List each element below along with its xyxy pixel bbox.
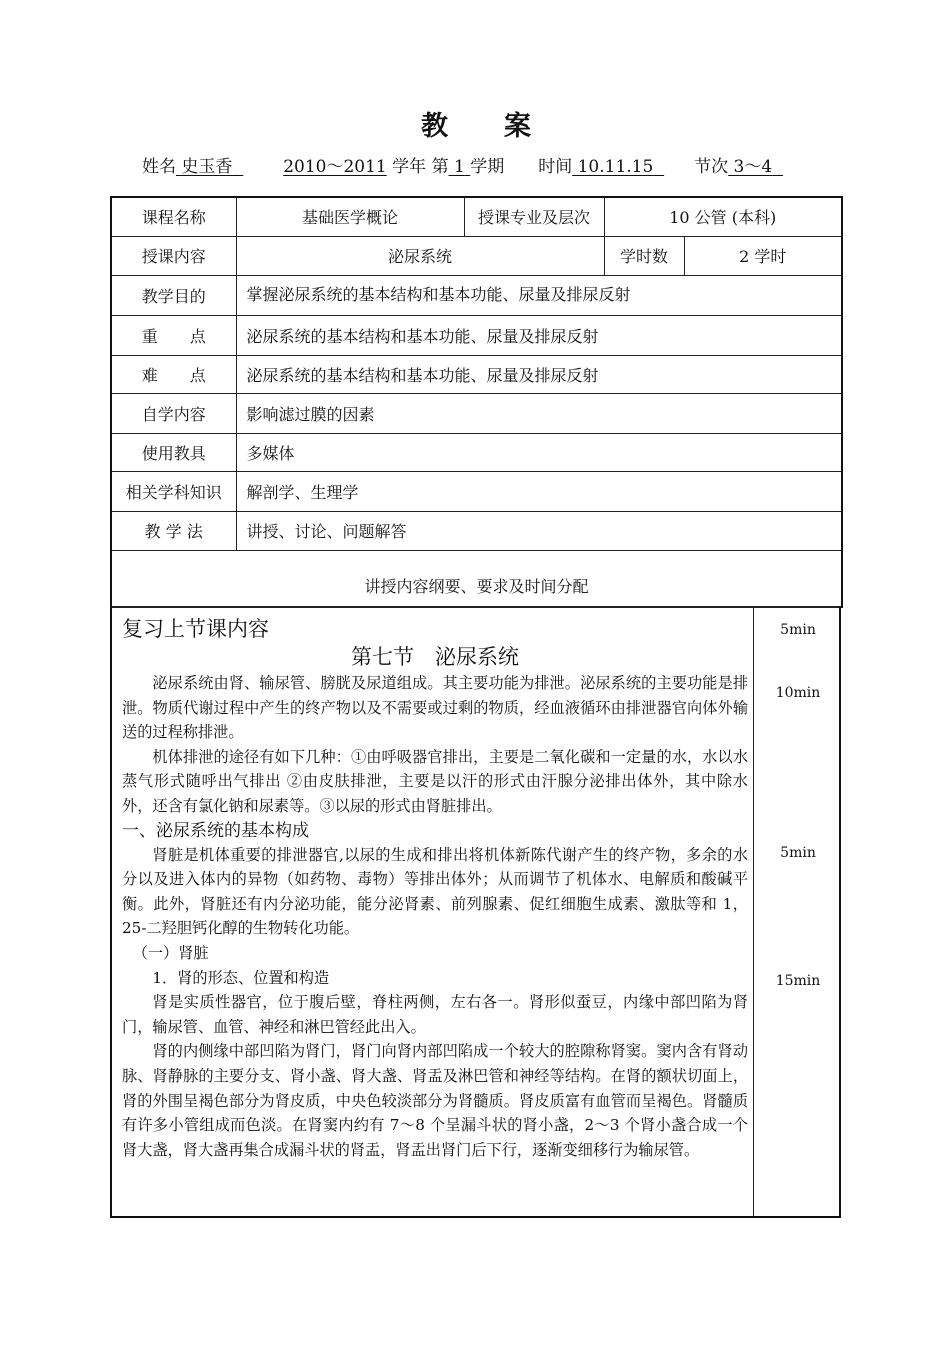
row-key (111, 315, 842, 355)
difficulty-value: 泌尿系统的基本结构和基本功能、尿量及排尿反射 (236, 355, 842, 393)
content-value: 泌尿系统 (236, 236, 604, 275)
header-meta (142, 152, 783, 177)
name-label: 姓名 (142, 157, 176, 177)
course-name-value: 基础医学概论 (236, 197, 464, 236)
session-label: 节次 (694, 157, 729, 177)
paragraph-4: 肾是实质性器官，位于腹后壁，脊柱两侧，左右各一。肾形似蚕豆，内缘中部凹陷为肾门，输尿管、血管、神经和淋巴管经此出入。 (122, 993, 748, 1036)
time-allocation: 10min (775, 685, 821, 701)
method-label: 教 学 法 (111, 511, 236, 550)
time-allocation: 5min (780, 622, 816, 638)
year-label: 学年 (392, 157, 427, 177)
paragraph-5: 肾的内侧缘中部凹陷为肾门，肾门向肾内部凹陷成一个较大的腔隙称肾窦。窦内含有肾动脉、肾静脉的主要分支、肾小盏、肾大盏、肾盂及淋巴管和神经等结构。在肾的额状切面上，肾的外围呈褐色部分为肾皮质，中央色较淡部分为肾髓质。肾皮质富有血管而呈褐色。肾髓质有许多小管组成而色淡。在肾窦内约有 7～8 个呈漏斗状的肾小盏，2～3 个肾小盏合成一个肾大盏，肾大盏再集合成漏斗状的肾盂，肾盂出肾门后下行，逐渐变细移行为输尿管。 (122, 1042, 748, 1159)
outline-heading: 讲授内容纲要、要求及时间分配 (111, 550, 842, 607)
method-value: 讲授、讨论、问题解答 (236, 511, 842, 550)
row-content (111, 236, 842, 275)
subheading-kidney-shape: 1．肾的形态、位置和构造 (152, 968, 330, 987)
row-difficulty (111, 355, 842, 393)
course-name-label: 课程名称 (111, 197, 236, 236)
subheading-kidney: （一）肾脏 (132, 943, 209, 962)
name-value: 史玉香 (181, 157, 233, 177)
hours-label: 学时数 (604, 236, 684, 275)
row-outline (111, 550, 842, 607)
time-allocation: 5min (780, 845, 816, 861)
lecture-content (110, 606, 841, 1218)
year-value: 2010～2011 (283, 157, 387, 177)
major-label: 授课专业及层次 (464, 197, 604, 236)
paragraph-3: 肾脏是机体重要的排泄器官,以尿的生成和排出将机体新陈代谢产生的终产物，多余的水分以及进入体内的异物（如药物、毒物）等排出体外；从而调节了机体水、电解质和酸碱平衡。此外，肾脏还有内分泌功能，能分泌肾素、前列腺素、促红细胞生成素、激肽等和 1，25-二羟胆钙化醇的生物转化功能。 (122, 845, 748, 938)
related-value: 解剖学、生理学 (236, 471, 842, 511)
term-value: 1 (453, 157, 465, 177)
term-suffix: 学期 (470, 157, 505, 177)
term-prefix: 第 (431, 157, 449, 177)
title-char-1: 教 (421, 111, 448, 142)
purpose-label: 教学目的 (111, 275, 236, 315)
row-self-study (111, 393, 842, 433)
title-char-2: 案 (504, 111, 531, 142)
session-value: 3～4 (733, 157, 773, 177)
tools-value: 多媒体 (236, 433, 842, 471)
related-label: 相关学科知识 (111, 471, 236, 511)
self-study-value: 影响滤过膜的因素 (236, 393, 842, 433)
purpose-value: 掌握泌尿系统的基本结构和基本功能、尿量及排尿反射 (236, 275, 842, 315)
hours-value: 2 学时 (684, 236, 842, 275)
review-heading: 复习上节课内容 (122, 617, 269, 641)
content-label: 授课内容 (111, 236, 236, 275)
time-label: 时间 (538, 157, 573, 177)
row-related (111, 471, 842, 511)
paragraph-1: 泌尿系统由肾、输尿管、膀胱及尿道组成。其主要功能为排泄。泌尿系统的主要功能是排泄。物质代谢过程中产生的终产物以及不需要或过剩的物质，经血液循环由排泄器官向体外输送的过程称排泄。 (122, 674, 748, 742)
difficulty-label: 难 点 (111, 355, 236, 393)
row-tools (111, 433, 842, 471)
section-title: 第七节 泌尿系统 (351, 645, 519, 669)
tools-label: 使用教具 (111, 433, 236, 471)
major-value: 10 公管 (本科) (604, 197, 842, 236)
paragraph-2: 机体排泄的途径有如下几种：①由呼吸器官排出，主要是二氧化碳和一定量的水，水以水蒸气形式随呼出气排出 ②由皮肤排泄，主要是以汗的形式由汗腺分泌排出体外，其中除水外，还含有氯化钠和尿素等。③以尿的形式由肾脏排出。 (122, 747, 748, 815)
key-label: 重 点 (111, 315, 236, 355)
heading-basic-structure: 一、泌尿系统的基本构成 (122, 820, 309, 841)
info-table (110, 196, 843, 608)
row-method (111, 511, 842, 550)
lecture-body (122, 615, 748, 1162)
page-title (0, 104, 952, 143)
row-course (111, 197, 842, 236)
row-purpose (111, 275, 842, 315)
self-study-label: 自学内容 (111, 393, 236, 433)
key-value: 泌尿系统的基本结构和基本功能、尿量及排尿反射 (236, 315, 842, 355)
time-allocation: 15min (775, 973, 821, 989)
time-value: 10.11.15 (577, 157, 654, 177)
